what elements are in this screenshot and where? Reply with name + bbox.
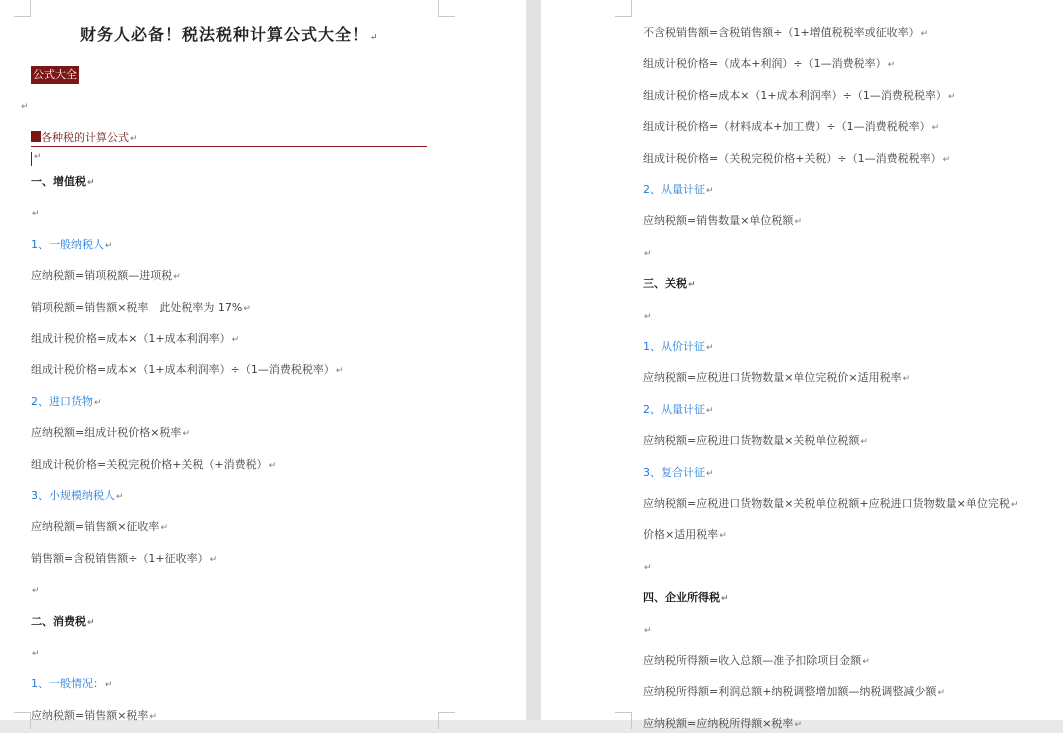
- formula-line[interactable]: 应纳税所得额=收入总额—准予扣除项目金额↵: [643, 654, 870, 667]
- paragraph-mark: ↵: [862, 657, 870, 667]
- paragraph-mark: ↵: [105, 680, 113, 691]
- crop-mark: [14, 0, 31, 17]
- document-page-left[interactable]: [0, 0, 526, 720]
- paragraph-mark: ↵: [942, 154, 951, 165]
- paragraph-mark: ↵: [937, 688, 945, 699]
- paragraph-mark: ↵: [32, 209, 40, 220]
- paragraph-mark: ↵: [920, 29, 929, 39]
- formula-line[interactable]: 应纳税额=销项税额—进项税↵: [31, 269, 181, 283]
- formula-line[interactable]: 组成计税价格=成本×（1+成本利润率）÷（1—消费税税率）↵: [643, 88, 956, 102]
- section-heading-line[interactable]: 2、从量计征↵: [643, 402, 714, 416]
- paragraph-mark: ↵: [21, 102, 29, 112]
- section-heading-line[interactable]: 3、复合计征↵: [643, 465, 714, 479]
- formula-line[interactable]: 应纳税额=销售数量×单位税额↵: [643, 214, 802, 228]
- crop-mark: [615, 712, 632, 729]
- paragraph-mark: ↵: [32, 586, 40, 597]
- paragraph-mark: ↵: [644, 311, 652, 322]
- formula-line[interactable]: 组成计税价格=（成本+利润）÷（1—消费税率）↵: [643, 57, 896, 71]
- section-heading-line[interactable]: 二、消费税↵: [31, 614, 95, 628]
- paragraph-mark: ↵: [706, 343, 714, 353]
- formula-line[interactable]: 组成计税价格=成本×（1+成本利润率）÷（1—消费税税率）↵: [31, 363, 344, 377]
- paragraph-mark: ↵: [860, 437, 868, 448]
- section-heading-line[interactable]: 1、从价计征↵: [643, 340, 714, 353]
- paragraph-mark: ↵: [902, 374, 911, 385]
- formula-line[interactable]: 组成计税价格=（材料成本+加工费）÷（1—消费税税率）↵: [643, 120, 940, 134]
- paragraph-mark: ↵: [105, 240, 113, 251]
- page-gap: [526, 0, 541, 720]
- paragraph-mark: ↵: [794, 719, 802, 730]
- paragraph-mark: ↵: [231, 335, 240, 345]
- formula-line[interactable]: 应纳税额=销售额×征收率↵: [31, 520, 168, 534]
- heading-marker: [31, 131, 41, 142]
- paragraph-mark: ↵: [149, 711, 157, 722]
- crop-mark: [14, 712, 31, 729]
- paragraph-mark: ↵: [32, 649, 40, 659]
- paragraph-mark: ↵: [644, 625, 652, 636]
- paragraph-mark: ↵: [644, 248, 652, 259]
- paragraph-mark: ↵: [335, 366, 344, 377]
- paragraph-mark: ↵: [794, 217, 802, 228]
- paragraph-mark: ↵: [116, 492, 124, 502]
- empty-paragraph[interactable]: [643, 559, 652, 576]
- paragraph-mark: ↵: [706, 186, 714, 196]
- paragraph-mark: ↵: [1010, 500, 1019, 510]
- paragraph-mark: ↵: [719, 531, 727, 542]
- paragraph-mark: ↵: [173, 272, 181, 283]
- paragraph-mark: ↵: [947, 91, 956, 102]
- paragraph-mark: ↵: [721, 594, 729, 605]
- paragraph-mark: ↵: [34, 152, 42, 162]
- section-heading[interactable]: 各种税的计算公式↵: [31, 130, 427, 147]
- section-heading-line[interactable]: 三、关税↵: [643, 277, 696, 291]
- empty-paragraph[interactable]: [643, 622, 652, 639]
- formula-line[interactable]: 销项税额=销售额×税率 此处税率为 17%↵: [31, 300, 251, 314]
- empty-paragraph[interactable]: [643, 245, 652, 262]
- document-title[interactable]: 财务人必备！税法税种计算公式大全！↵: [80, 25, 379, 44]
- section-tag[interactable]: 公式大全: [31, 66, 79, 84]
- text-cursor: [31, 152, 32, 166]
- empty-paragraph[interactable]: [643, 308, 652, 325]
- paragraph-mark: ↵: [243, 303, 251, 314]
- formula-line[interactable]: 应纳税额=应纳税所得额×税率↵: [643, 716, 802, 730]
- formula-line[interactable]: 价格×适用税率↵: [643, 528, 727, 542]
- formula-line[interactable]: 组成计税价格=（关税完税价格+关税）÷（1—消费税税率）↵: [643, 151, 951, 165]
- formula-line[interactable]: 应纳税所得额=利润总额+纳税调整增加额—纳税调整减少额↵: [643, 685, 945, 699]
- formula-line[interactable]: 应纳税额=销售额×税率↵: [31, 708, 157, 722]
- empty-paragraph[interactable]: [31, 582, 40, 599]
- paragraph-mark: ↵: [268, 460, 277, 471]
- formula-line[interactable]: 应纳税额=应税进口货物数量×关税单位税额+应税进口货物数量×单位完税↵: [643, 497, 1019, 510]
- formula-line[interactable]: 销售额=含税销售额÷（1+征收率）↵: [31, 551, 218, 565]
- paragraph-mark: ↵: [887, 60, 896, 71]
- formula-line[interactable]: 不含税销售额=含税销售额÷（1+增值税税率或征收率）↵: [643, 26, 929, 39]
- section-heading-line[interactable]: 2、进口货物↵: [31, 394, 102, 408]
- crop-mark: [438, 0, 455, 17]
- formula-line[interactable]: 应纳税额=应税进口货物数量×关税单位税额↵: [643, 434, 868, 448]
- section-heading-line[interactable]: 四、企业所得税↵: [643, 591, 729, 605]
- section-heading-line[interactable]: 1、一般纳税人↵: [31, 237, 113, 251]
- paragraph-mark: ↵: [706, 468, 714, 479]
- section-heading-line[interactable]: 2、从量计征↵: [643, 183, 714, 196]
- empty-paragraph[interactable]: [31, 645, 40, 662]
- empty-paragraph[interactable]: [31, 205, 40, 222]
- section-heading-line[interactable]: 1、一般情况：↵: [31, 677, 113, 691]
- formula-line[interactable]: 应纳税额=组成计税价格×税率↵: [31, 426, 190, 440]
- paragraph-mark: ↵: [160, 523, 168, 534]
- section-heading-line[interactable]: 3、小规模纳税人↵: [31, 489, 124, 502]
- paragraph-mark: ↵: [688, 280, 696, 291]
- paragraph-mark: ↵: [209, 554, 218, 565]
- paragraph-mark: ↵: [87, 617, 95, 628]
- formula-line[interactable]: 应纳税额=应税进口货物数量×单位完税价×适用税率↵: [643, 371, 911, 385]
- paragraph-mark: ↵: [931, 123, 940, 134]
- crop-mark: [615, 0, 632, 17]
- paragraph-mark: ↵: [182, 429, 190, 440]
- formula-line[interactable]: 组成计税价格=关税完税价格+关税（+消费税）↵: [31, 457, 277, 471]
- crop-mark: [438, 712, 455, 729]
- paragraph-mark: ↵: [87, 178, 95, 188]
- paragraph-mark: ↵: [94, 397, 102, 408]
- paragraph-mark: ↵: [706, 405, 714, 416]
- paragraph-mark: ↵: [644, 562, 652, 573]
- document-page-right[interactable]: [541, 0, 1063, 730]
- formula-line[interactable]: 组成计税价格=成本×（1+成本利润率）↵: [31, 332, 240, 345]
- section-heading-line[interactable]: 一、增值税↵: [31, 175, 95, 188]
